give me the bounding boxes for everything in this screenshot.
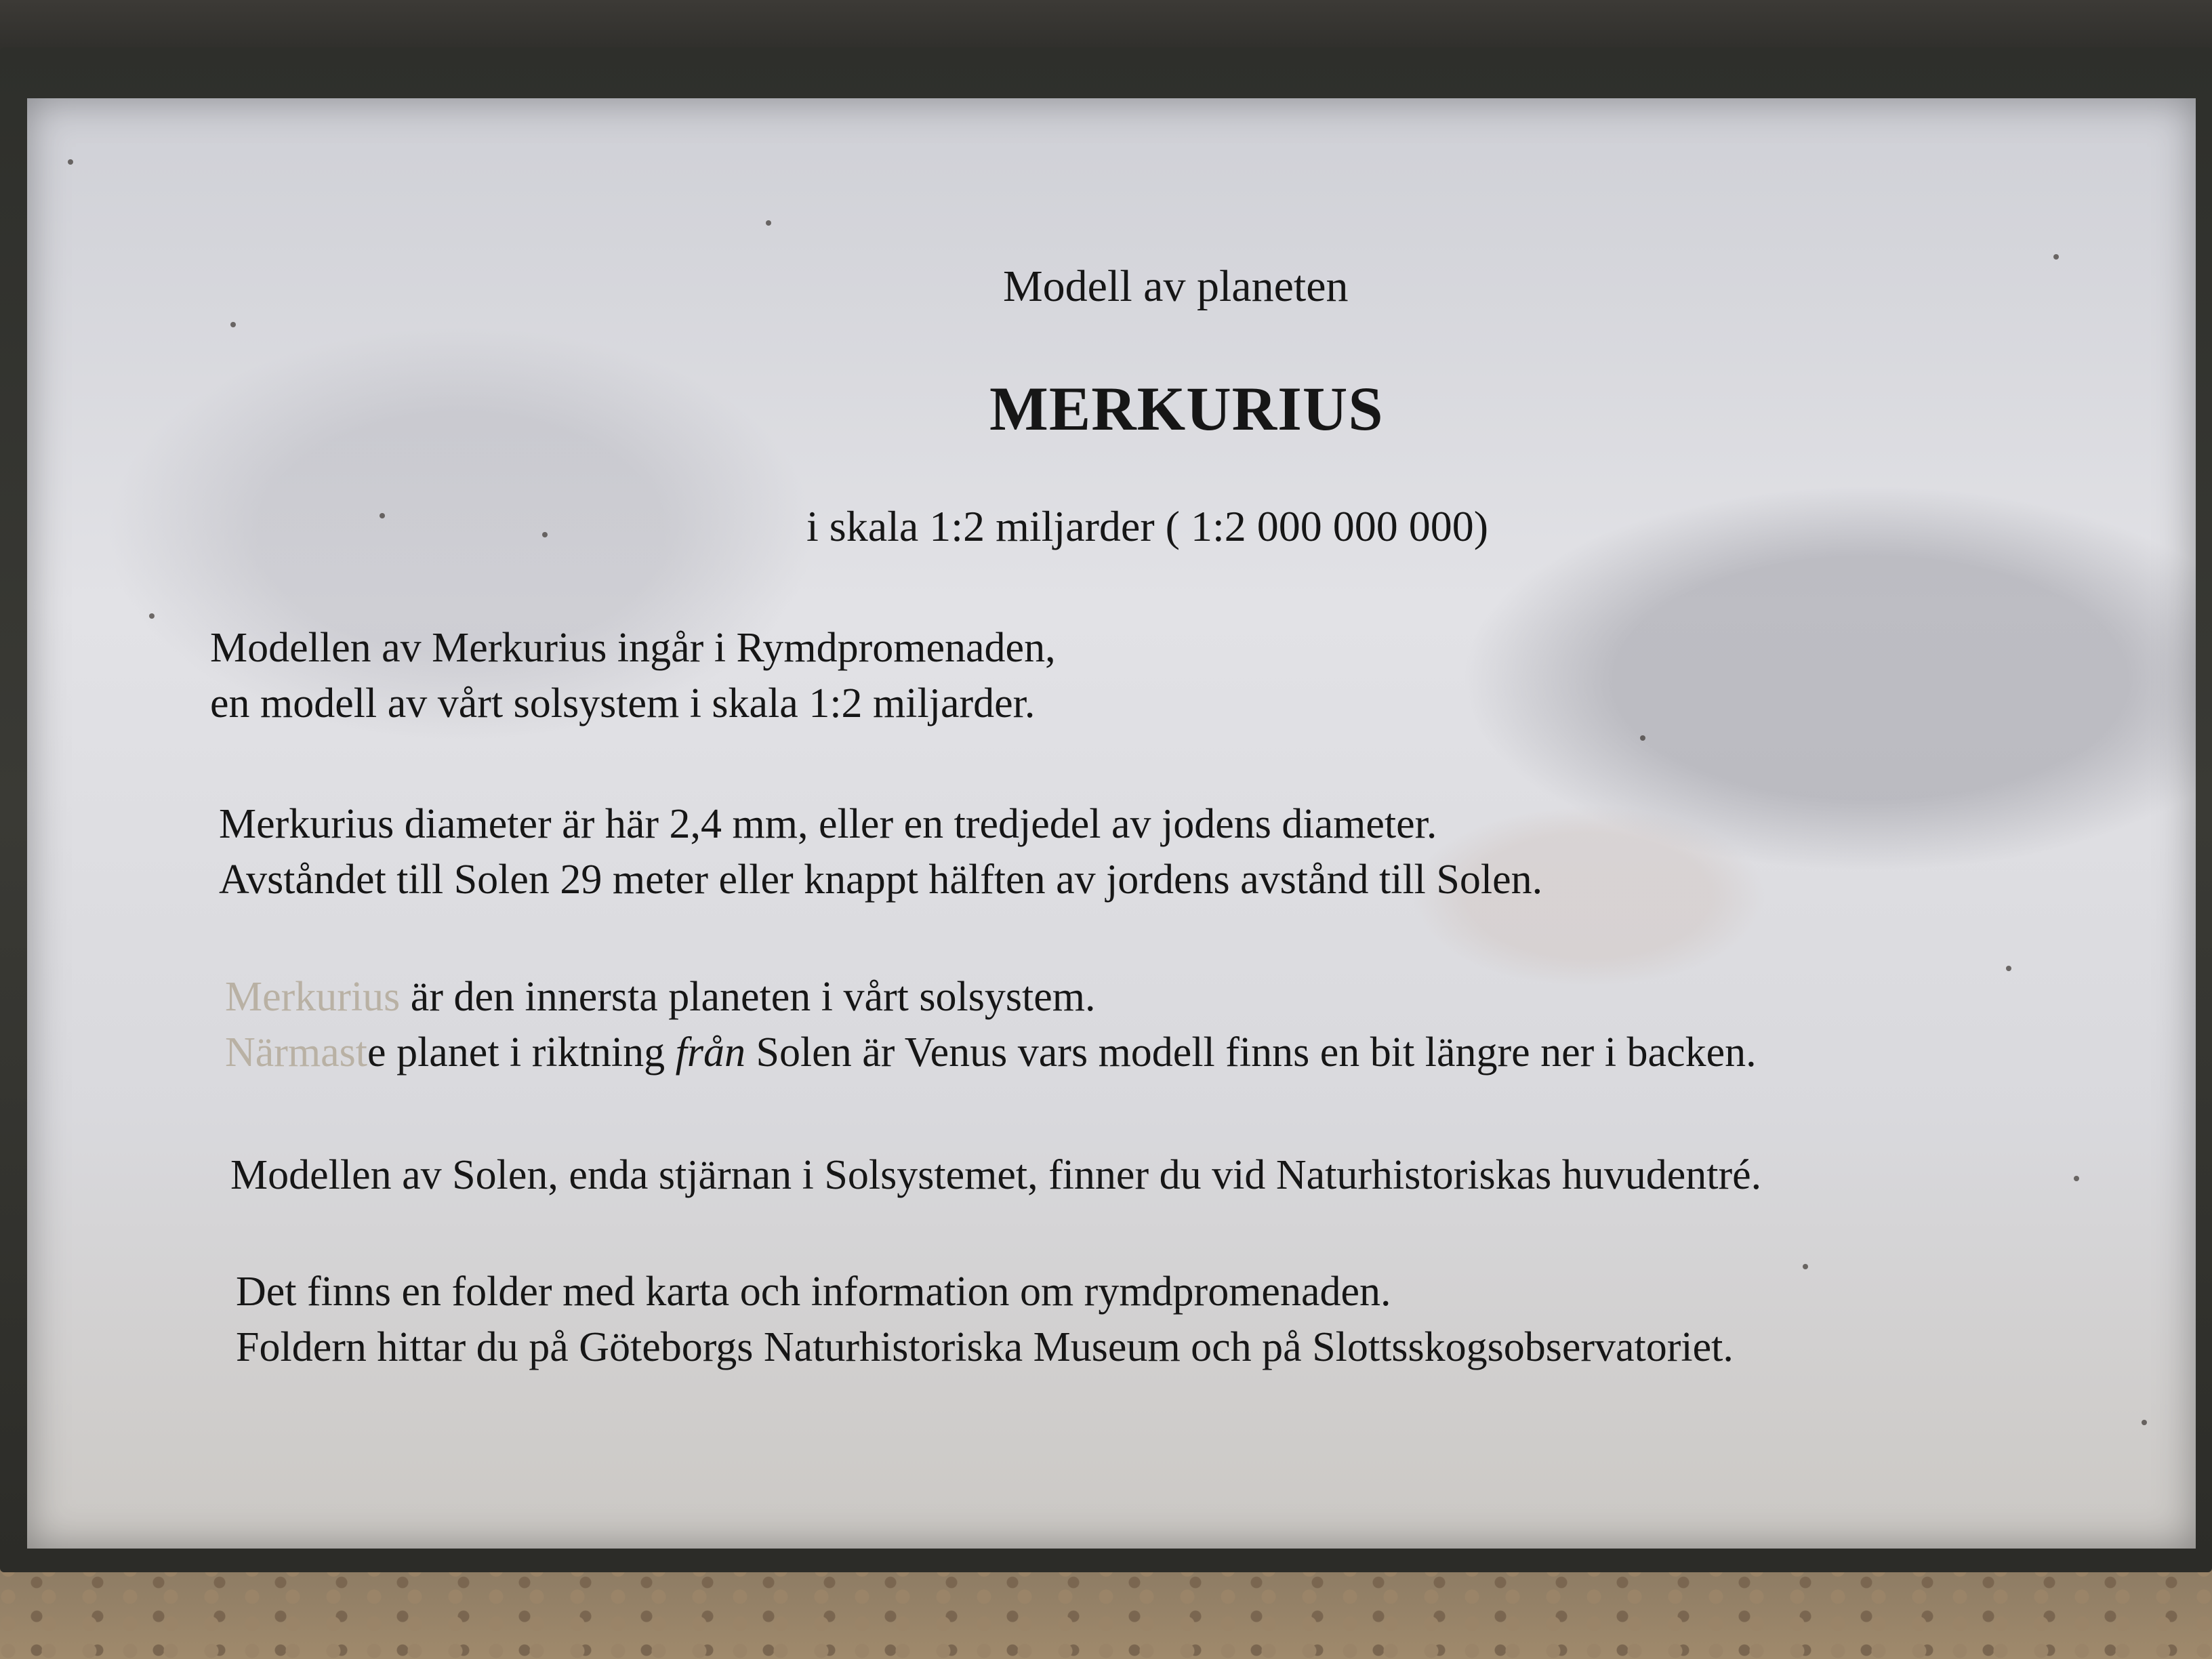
dust-speck: [2074, 1176, 2079, 1181]
paragraph-line: Merkurius diameter är här 2,4 mm, eller en tredjedel av jodens diameter.: [219, 801, 1437, 847]
faded-word: Närmast: [225, 1029, 368, 1076]
sign-subtitle: Modell av planeten: [1003, 262, 1349, 311]
faded-word: Merkurius: [225, 974, 401, 1020]
dust-speck: [230, 322, 236, 327]
paragraph-line: Det finns en folder med karta och information om rymdpromenaden.: [236, 1269, 1391, 1315]
italic-word: från: [675, 1029, 745, 1076]
sign-title: MERKURIUS: [989, 374, 1384, 443]
paragraph-solen: [230, 1147, 1761, 1203]
dust-speck: [2142, 1420, 2147, 1425]
dust-speck: [766, 220, 771, 226]
dust-speck: [1803, 1264, 1808, 1269]
dust-speck: [68, 159, 73, 165]
dust-speck: [2053, 254, 2059, 260]
dust-speck: [149, 613, 155, 619]
paragraph-line: Modellen av Merkurius ingår i Rymdpromenaden,: [210, 625, 1056, 671]
dust-speck: [2006, 966, 2011, 971]
dust-speck: [1640, 735, 1645, 741]
line-text: är den innersta planeten i vårt solsystem.: [400, 974, 1096, 1020]
paragraph-line: Modellen av Solen, enda stjärnan i Solsystemet, finner du vid Naturhistoriskas huvudentré.: [230, 1152, 1762, 1198]
line-text: e planet i riktning: [367, 1029, 676, 1076]
sign-glass-panel: [27, 98, 2196, 1549]
paragraph-diameter: [219, 796, 1542, 907]
sign-scale-line: i skala 1:2 miljarder ( 1:2 000 000 000): [806, 502, 1489, 550]
paragraph-line: Foldern hittar du på Göteborgs Naturhistoriska Museum och på Slottsskogsobservatoriet.: [236, 1324, 1734, 1370]
paragraph-line: [225, 969, 1757, 1025]
line-text: Solen är Venus vars modell finns en bit längre ner i backen.: [745, 1029, 1757, 1076]
paragraph-folder: [236, 1264, 1734, 1375]
gravel-ground: [0, 1559, 2212, 1659]
paragraph-line: Avståndet till Solen 29 meter eller knappt hälften av jordens avstånd till Solen.: [219, 857, 1543, 903]
paragraph-rymdpromenaden: [210, 620, 1056, 731]
paragraph-innersta-planeten: [225, 969, 1757, 1080]
paragraph-line: en modell av vårt solsystem i skala 1:2 miljarder.: [210, 680, 1036, 726]
dust-speck: [542, 532, 548, 537]
dust-speck: [380, 513, 385, 518]
paragraph-line: [225, 1025, 1757, 1080]
